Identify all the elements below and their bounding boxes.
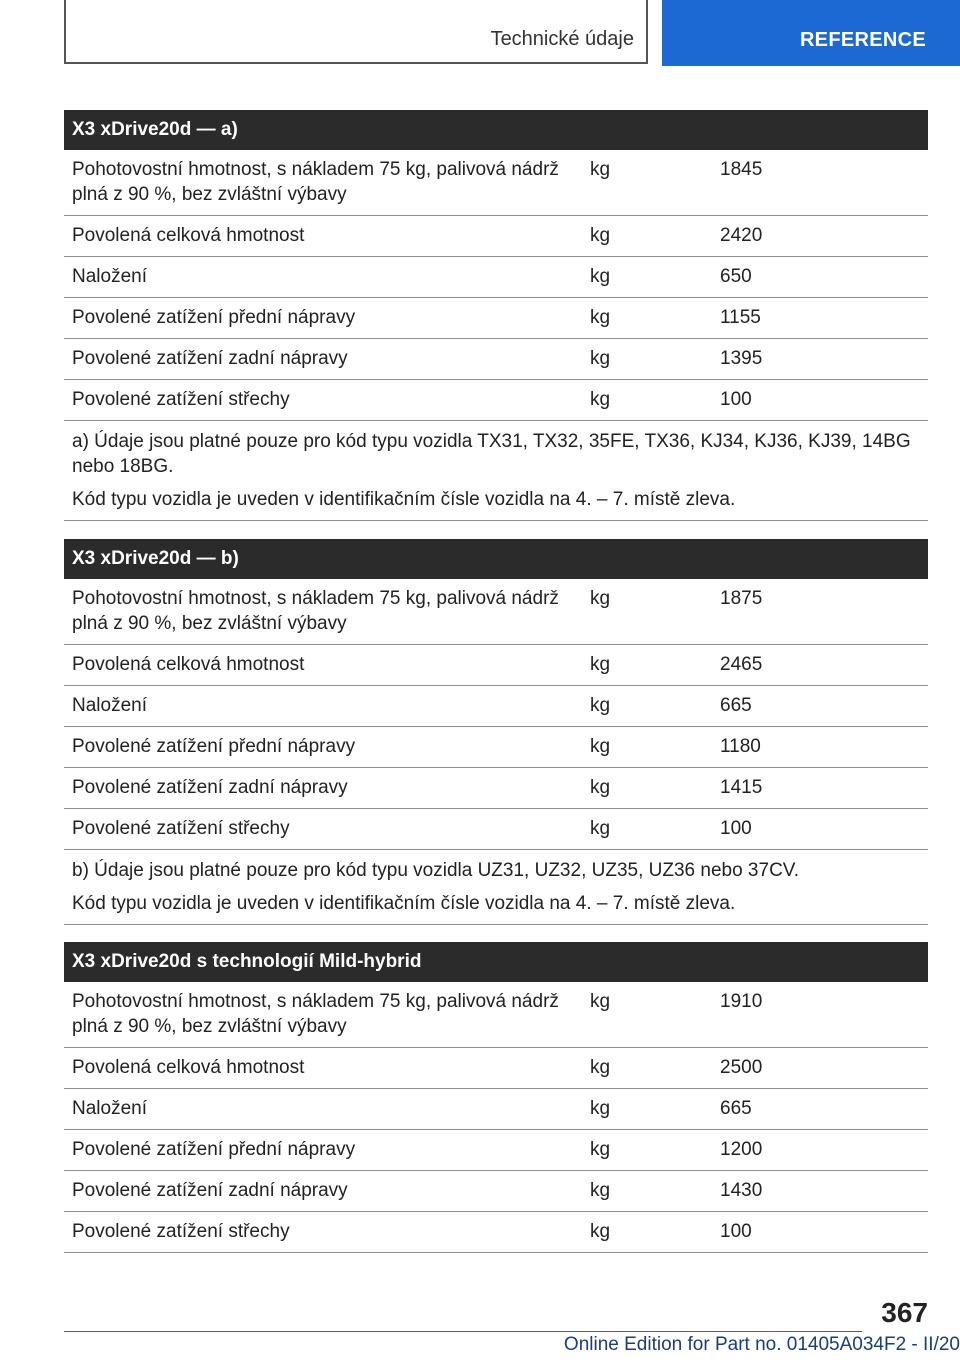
row-value: 1430	[720, 1180, 763, 1201]
row-unit: kg	[590, 654, 611, 675]
row-unit: kg	[590, 588, 611, 609]
row-unit: kg	[590, 695, 611, 716]
table-row	[64, 1130, 928, 1171]
table-row	[64, 1171, 928, 1212]
table-row	[64, 579, 928, 645]
edition-text: Online Edition for Part no. 01405A034F2 - II/20	[563, 1334, 960, 1355]
row-value: 100	[720, 1221, 752, 1242]
row-label: Pohotovostní hmotnost, s nákladem 75 kg, palivová nádrž plná z 90 %, bez zvláštní výbavy	[72, 159, 559, 205]
table-row	[64, 645, 928, 686]
footnote-text: b) Údaje jsou platné pouze pro kód typu vozidla UZ31, UZ32, UZ35, UZ36 nebo 37CV.	[72, 860, 799, 881]
row-value: 665	[720, 1098, 752, 1119]
table-title: X3 xDrive20d — b)	[64, 539, 928, 579]
row-label: Naložení	[72, 695, 147, 716]
row-unit: kg	[590, 777, 611, 798]
row-label: Pohotovostní hmotnost, s nákladem 75 kg, palivová nádrž plná z 90 %, bez zvláštní výbavy	[72, 588, 559, 634]
row-unit: kg	[590, 266, 611, 287]
footnote-text: Kód typu vozidla je uveden v identifikačním čísle vozidla na 4. – 7. místě zleva.	[72, 893, 736, 914]
table-title: X3 xDrive20d — a)	[64, 110, 928, 150]
row-label: Povolené zatížení střechy	[72, 389, 290, 410]
page-number: 367	[881, 1297, 928, 1328]
row-unit: kg	[590, 225, 611, 246]
footnote-text: a) Údaje jsou platné pouze pro kód typu vozidla TX31, TX32, 35FE, TX36, KJ34, KJ36, KJ39, 14BG nebo 18BG.	[72, 431, 911, 477]
table-row	[64, 1048, 928, 1089]
row-label: Povolené zatížení střechy	[72, 1221, 290, 1242]
row-value: 1155	[720, 307, 761, 328]
table-row	[64, 216, 928, 257]
row-unit: kg	[590, 1139, 611, 1160]
table-row	[64, 380, 928, 421]
row-unit: kg	[590, 1180, 611, 1201]
row-value: 1200	[720, 1139, 763, 1160]
table-row	[64, 1089, 928, 1130]
row-value: 650	[720, 266, 752, 287]
row-unit: kg	[590, 991, 611, 1012]
table-title: X3 xDrive20d s technologií Mild-hybrid	[64, 942, 928, 982]
row-label: Povolené zatížení zadní nápravy	[72, 777, 348, 798]
row-label: Povolená celková hmotnost	[72, 1057, 305, 1078]
row-unit: kg	[590, 818, 611, 839]
table-row	[64, 982, 928, 1048]
row-value: 100	[720, 818, 752, 839]
row-unit: kg	[590, 159, 611, 180]
table-row	[64, 339, 928, 380]
row-unit: kg	[590, 389, 611, 410]
row-value: 100	[720, 389, 752, 410]
row-label: Naložení	[72, 1098, 147, 1119]
row-value: 2500	[720, 1057, 763, 1078]
spec-table-3	[64, 942, 928, 1253]
row-unit: kg	[590, 1221, 611, 1242]
row-label: Povolené zatížení střechy	[72, 818, 290, 839]
row-value: 1845	[720, 159, 763, 180]
table-row	[64, 298, 928, 339]
table-row	[64, 686, 928, 727]
row-unit: kg	[590, 1098, 611, 1119]
row-value: 1415	[720, 777, 763, 798]
footer-divider	[64, 1331, 862, 1332]
row-unit: kg	[590, 348, 611, 369]
row-label: Pohotovostní hmotnost, s nákladem 75 kg, palivová nádrž plná z 90 %, bez zvláštní výbavy	[72, 991, 559, 1037]
row-value: 2420	[720, 225, 763, 246]
row-label: Povolené zatížení přední nápravy	[72, 736, 356, 757]
table-footnote	[64, 421, 928, 521]
reference-tab[interactable]	[662, 0, 960, 66]
table-row	[64, 768, 928, 809]
row-label: Povolená celková hmotnost	[72, 654, 305, 675]
spec-table-1	[64, 110, 928, 521]
section-title: Technické údaje	[490, 28, 634, 50]
row-unit: kg	[590, 1057, 611, 1078]
row-label: Povolené zatížení přední nápravy	[72, 1139, 356, 1160]
row-value: 1180	[720, 736, 761, 757]
table-row	[64, 727, 928, 768]
footnote-text: Kód typu vozidla je uveden v identifikačním čísle vozidla na 4. – 7. místě zleva.	[72, 489, 736, 510]
row-value: 665	[720, 695, 752, 716]
reference-tab-label: REFERENCE	[799, 29, 926, 51]
spec-table-2	[64, 539, 928, 925]
row-unit: kg	[590, 307, 611, 328]
table-row	[64, 1212, 928, 1253]
row-label: Povolené zatížení zadní nápravy	[72, 348, 348, 369]
row-value: 1395	[720, 348, 763, 369]
row-value: 2465	[720, 654, 763, 675]
table-row	[64, 150, 928, 216]
row-label: Povolené zatížení zadní nápravy	[72, 1180, 348, 1201]
row-label: Povolená celková hmotnost	[72, 225, 305, 246]
table-row	[64, 257, 928, 298]
row-value: 1910	[720, 991, 763, 1012]
header-left-box	[64, 0, 648, 64]
row-label: Povolené zatížení přední nápravy	[72, 307, 356, 328]
row-label: Naložení	[72, 266, 147, 287]
table-row	[64, 809, 928, 850]
row-value: 1875	[720, 588, 763, 609]
row-unit: kg	[590, 736, 611, 757]
table-footnote	[64, 850, 928, 925]
